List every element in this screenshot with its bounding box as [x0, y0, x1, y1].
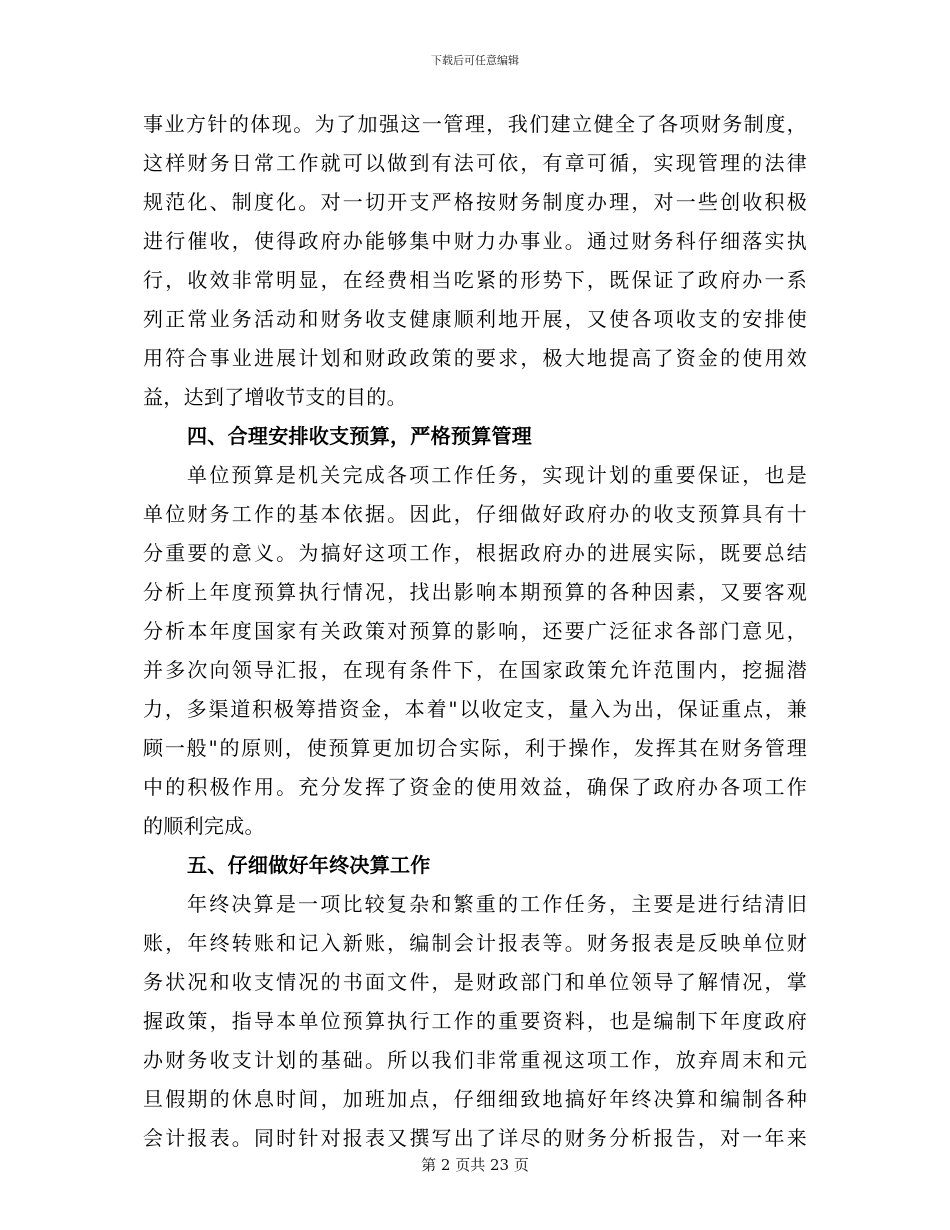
text-line: 进行催收，使得政府办能够集中财力办事业。通过财务科仔细落实执 [143, 229, 807, 253]
text-line: 这样财务日常工作就可以做到有法可依，有章可循，实现管理的法律 [143, 151, 807, 175]
text-line: 分析本年度国家有关政策对预算的影响，还要广泛征求各部门意见， [143, 619, 807, 643]
page-header: 下载后可任意编辑 [431, 54, 519, 67]
text-line: 旦假期的休息时间，加班加点，仔细细致地搞好年终决算和编制各种 [143, 1087, 807, 1111]
text-line: 分重要的意义。为搞好这项工作，根据政府办的进展实际，既要总结 [143, 541, 807, 565]
text-line: 会计报表。同时针对报表又撰写出了详尽的财务分析报告，对一年来 [143, 1126, 807, 1150]
text-line: 用符合事业进展计划和财政政策的要求，极大地提高了资金的使用效 [143, 346, 807, 370]
text-line: 顾一般"的原则，使预算更加切合实际，利于操作，发挥其在财务管理 [143, 736, 807, 760]
text-line: 行，收效非常明显，在经费相当吃紧的形势下，既保证了政府办一系 [143, 268, 807, 292]
text-line: 办财务收支计划的基础。所以我们非常重视这项工作，放弃周末和元 [143, 1048, 807, 1072]
text-line: 账，年终转账和记入新账，编制会计报表等。财务报表是反映单位财 [143, 931, 807, 955]
text-line: 单位财务工作的基本依据。因此，仔细做好政府办的收支预算具有十 [143, 502, 807, 526]
text-line: 握政策，指导本单位预算执行工作的重要资料，也是编制下年度政府 [143, 1009, 807, 1033]
text-line: 列正常业务活动和财务收支健康顺利地开展，又使各项收支的安排使 [143, 307, 807, 331]
text-line: 分析上年度预算执行情况，找出影响本期预算的各种因素，又要客观 [143, 580, 807, 604]
text-line: 事业方针的体现。为了加强这一管理，我们建立健全了各项财务制度， [143, 112, 807, 136]
text-line: 单位预算是机关完成各项工作任务，实现计划的重要保证，也是 [187, 463, 807, 487]
text-line: 并多次向领导汇报，在现有条件下，在国家政策允许范围内，挖掘潜 [143, 658, 807, 682]
page-number: 第 2 页共 23 页 [421, 1156, 529, 1174]
text-line: 益，达到了增收节支的目的。 [143, 385, 407, 409]
document-body [143, 105, 807, 1158]
text-line: 中的积极作用。充分发挥了资金的使用效益，确保了政府办各项工作 [143, 775, 807, 799]
text-line: 力，多渠道积极筹措资金，本着"以收定支，量入为出，保证重点，兼 [143, 697, 807, 721]
text-line: 规范化、制度化。对一切开支严格按财务制度办理，对一些创收积极 [143, 190, 807, 214]
section-heading: 五、仔细做好年终决算工作 [187, 853, 431, 877]
text-line: 年终决算是一项比较复杂和繁重的工作任务，主要是进行结清旧 [187, 892, 807, 916]
text-line: 的顺利完成。 [143, 814, 265, 838]
text-line: 务状况和收支情况的书面文件，是财政部门和单位领导了解情况，掌 [143, 970, 807, 994]
section-heading: 四、合理安排收支预算，严格预算管理 [187, 424, 533, 448]
